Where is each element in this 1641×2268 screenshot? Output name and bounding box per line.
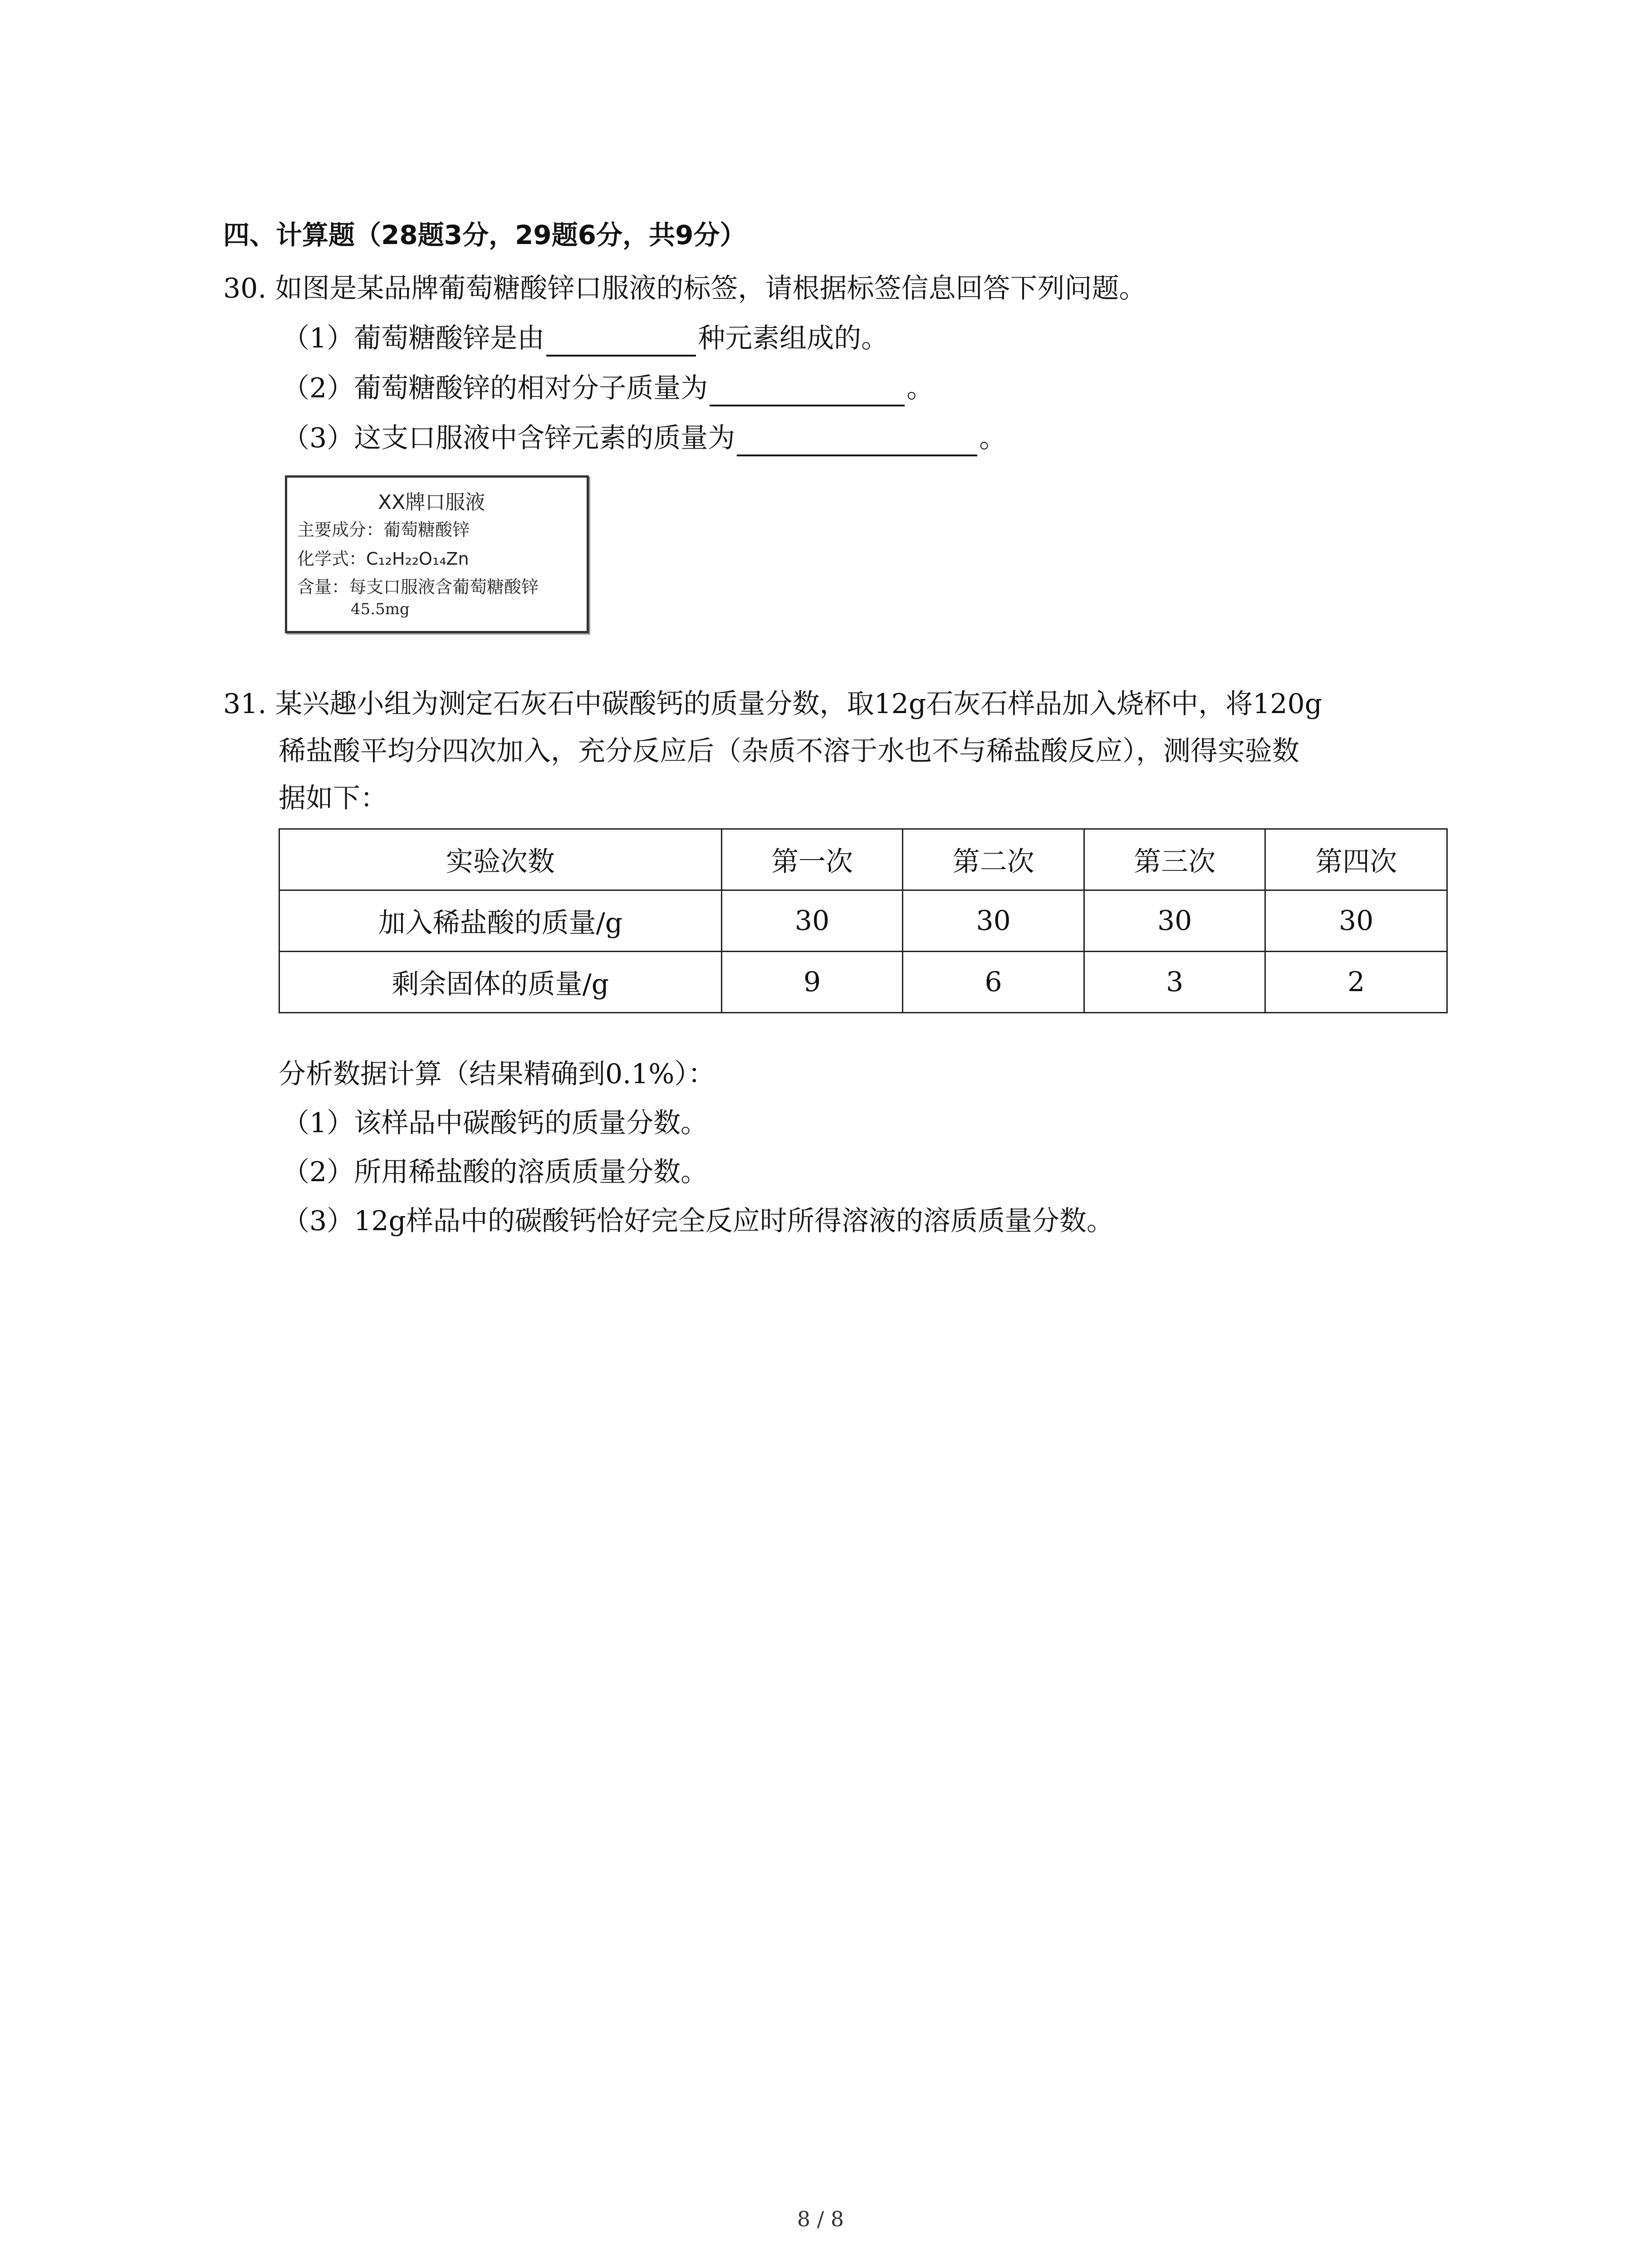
table-cell: 9 bbox=[721, 952, 903, 1013]
q30-part1-text: （1）葡萄糖酸锌是由 bbox=[282, 323, 545, 354]
q30-part2-text: （2）葡萄糖酸锌的相对分子质量为 bbox=[282, 372, 708, 404]
label-formula-value: C₁₂H₂₂O₁₄Zn bbox=[366, 549, 469, 569]
q30-stem: 30. 如图是某品牌葡萄糖酸锌口服液的标签，请根据标签信息回答下列问题。 bbox=[223, 273, 1146, 304]
label-content: 含量：每支口服液含葡萄糖酸锌 bbox=[297, 577, 539, 597]
q30-part3-text-after: 。 bbox=[979, 422, 1007, 454]
table-cell: 30 bbox=[903, 890, 1084, 952]
label-ingredient: 主要成分：葡萄糖酸锌 bbox=[297, 520, 470, 540]
table-cell: 2 bbox=[1265, 952, 1447, 1013]
q30-part1 bbox=[282, 320, 888, 357]
table-cell: 30 bbox=[1084, 890, 1265, 952]
product-label-image bbox=[285, 475, 589, 633]
q30-part3-blank[interactable] bbox=[737, 429, 977, 456]
q30-part2-blank[interactable] bbox=[710, 379, 905, 406]
table-cell: 30 bbox=[721, 890, 903, 952]
q30-part3 bbox=[282, 420, 1006, 456]
table-header-cell: 第四次 bbox=[1265, 829, 1447, 890]
page-number: 8 / 8 bbox=[797, 2207, 844, 2231]
label-title: XX牌口服液 bbox=[378, 491, 485, 514]
table-cell: 3 bbox=[1084, 952, 1265, 1013]
q30-part1-blank[interactable] bbox=[546, 329, 696, 357]
label-amount: 45.5mg bbox=[351, 600, 410, 618]
section-title: 四、计算题（28题3分，29题6分，共9分） bbox=[223, 220, 746, 250]
label-formula-prefix: 化学式： bbox=[297, 549, 367, 569]
q31-stem-line3: 据如下： bbox=[279, 782, 387, 814]
q31-ask1: （1）该样品中碳酸钙的质量分数。 bbox=[282, 1107, 708, 1139]
table-row bbox=[279, 952, 1447, 1013]
table-header-cell: 实验次数 bbox=[279, 829, 722, 890]
table-header-cell: 第二次 bbox=[903, 829, 1084, 890]
q30-part2-text-after: 。 bbox=[906, 372, 934, 404]
table-header-cell: 第三次 bbox=[1084, 829, 1265, 890]
q31-stem-line1: 31. 某兴趣小组为测定石灰石中碳酸钙的质量分数，取12g石灰石样品加入烧杯中，将120g bbox=[223, 688, 1323, 720]
table-cell: 剩余固体的质量/g bbox=[279, 952, 722, 1013]
q30-part1-text-after: 种元素组成的。 bbox=[698, 323, 889, 354]
label-formula bbox=[297, 545, 469, 570]
q30-part3-text: （3）这支口服液中含锌元素的质量为 bbox=[282, 422, 735, 454]
table-cell: 6 bbox=[903, 952, 1084, 1013]
table-cell: 加入稀盐酸的质量/g bbox=[279, 890, 722, 952]
table-header-row bbox=[279, 829, 1447, 890]
q31-analysis: 分析数据计算（结果精确到0.1%）： bbox=[279, 1058, 715, 1090]
table-row bbox=[279, 890, 1447, 952]
q31-stem-line2: 稀盐酸平均分四次加入，充分反应后（杂质不溶于水也不与稀盐酸反应），测得实验数 bbox=[279, 735, 1299, 767]
table-cell: 30 bbox=[1265, 890, 1447, 952]
q31-ask2: （2）所用稀盐酸的溶质质量分数。 bbox=[282, 1156, 708, 1188]
experiment-data-table bbox=[279, 828, 1448, 1013]
table-header-cell: 第一次 bbox=[721, 829, 903, 890]
q30-part2 bbox=[282, 370, 934, 406]
q31-ask3: （3）12g样品中的碳酸钙恰好完全反应时所得溶液的溶质质量分数。 bbox=[282, 1205, 1114, 1237]
